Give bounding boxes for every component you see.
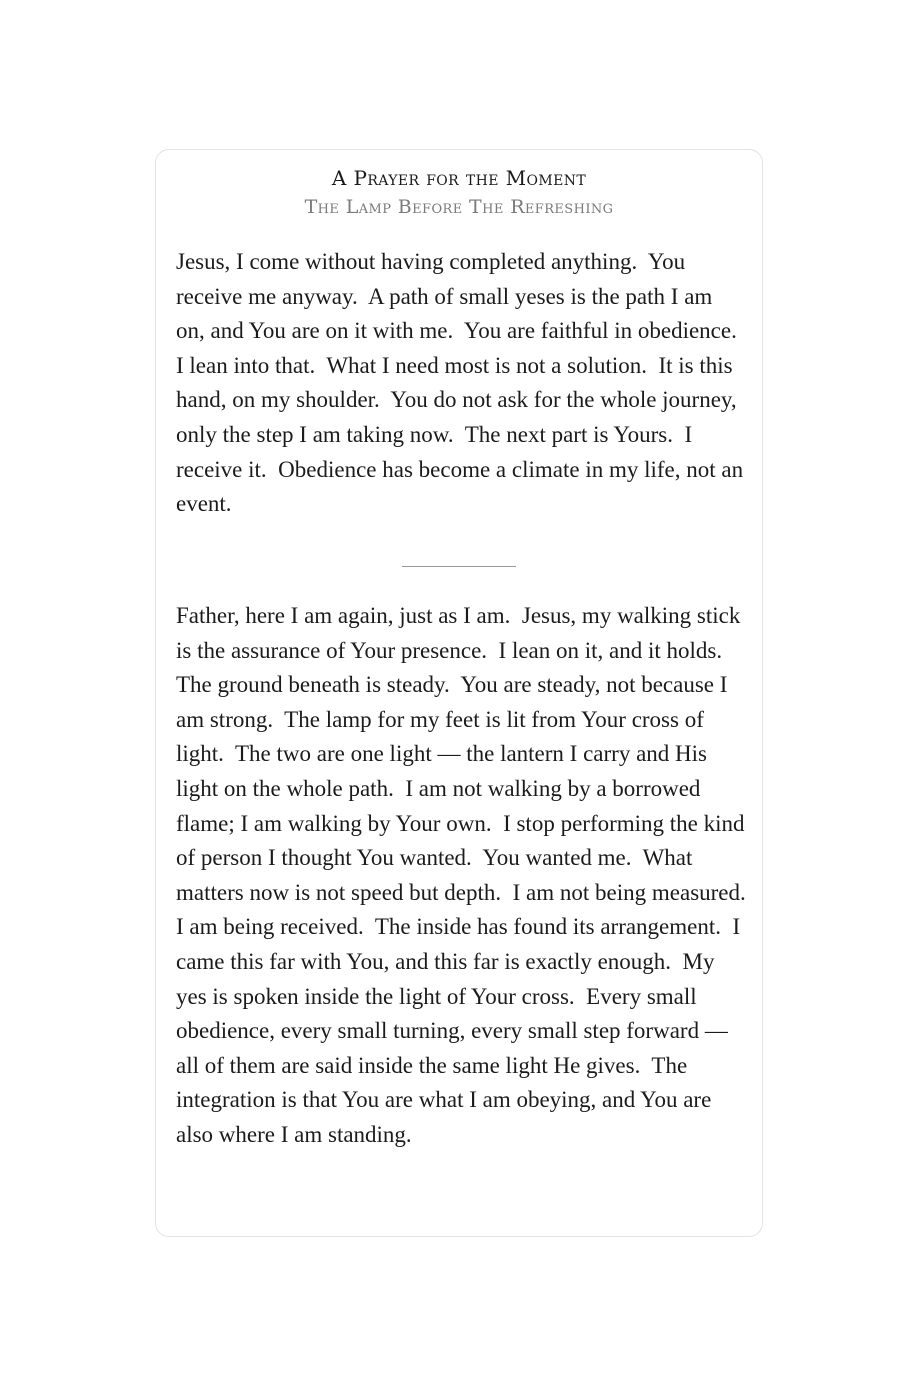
card-title: A Prayer for the Moment <box>331 166 587 190</box>
card-subtitle: The Lamp Before The Refreshing <box>304 196 614 218</box>
prayer-paragraph-1: Jesus, I come without having completed anything. You receive me anyway. A path of small yeses is the path I am on, and You are on it with me. You are faithful in obedience. I lean into that. What I need most is not a solution. It is this hand, on my shoulder. You do not ask for the whole journey, only the step I am taking now. The next part is Yours. I receive it. Obedience has become a climate in my life, not an event. <box>176 249 749 517</box>
prayer-paragraph-2: Father, here I am again, just as I am. Jesus, my walking stick is the assurance of Your presence. I lean on it, and it holds. The ground beneath is steady. You are steady, not because I am strong. The lamp for my feet is lit from Your cross of light. The two are one light — the lantern I carry and His light on the whole path. I am not walking by a borrowed flame; I am walking by Your own. I stop performing the kind of person I thought You wanted. You wanted me. What matters now is not speed but depth. I am not being measured. I am being received. The inside has found its arrangement. I came this far with You, and this far is exactly enough. My yes is spoken inside the light of Your cross. Every small obedience, every small turning, every small step forward — all of them are said inside the same light He gives. The integration is that You are what I am obeying, and You are also where I am standing. <box>176 603 758 1147</box>
section-divider <box>402 566 516 567</box>
prayer-card <box>155 149 763 1237</box>
